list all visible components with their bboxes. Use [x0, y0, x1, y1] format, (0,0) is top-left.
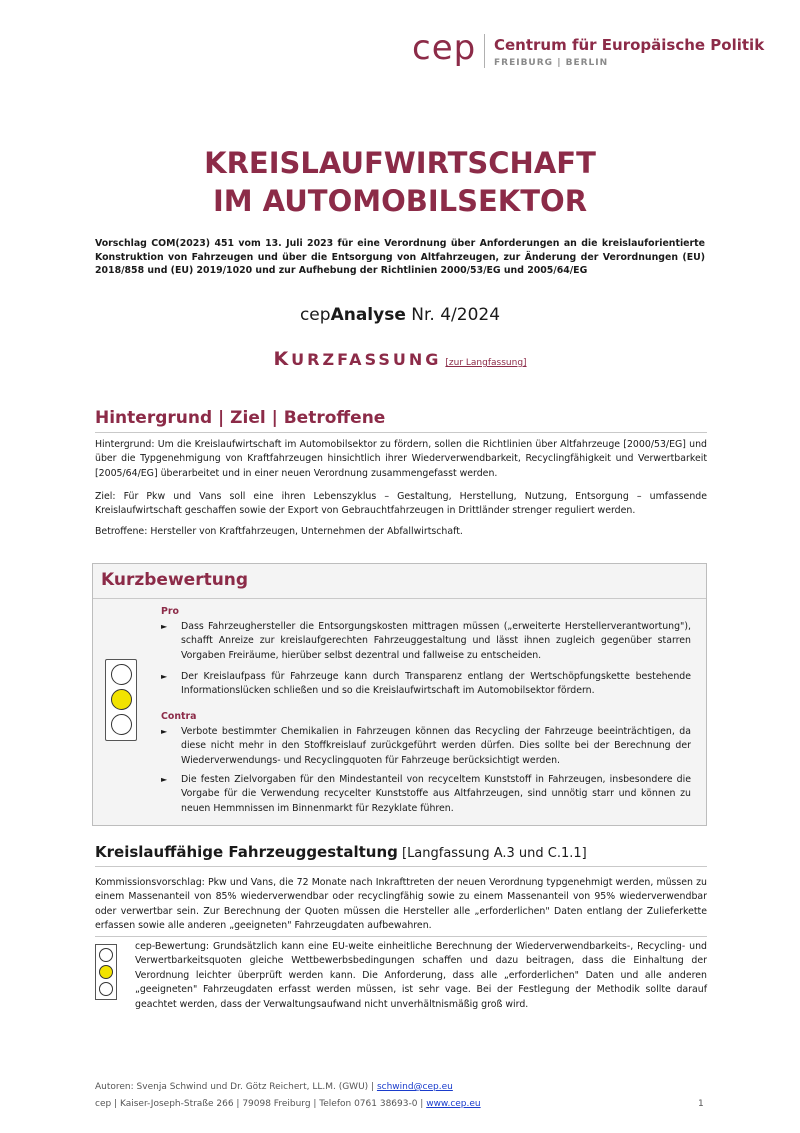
- traffic-light-middle-icon: [111, 689, 132, 710]
- contra-item: [161, 725, 691, 768]
- bullet-arrow-icon: ►: [161, 727, 168, 736]
- logo-name: Centrum für Europäische Politik: [494, 36, 765, 54]
- contra-item: [161, 773, 691, 816]
- divider: [95, 936, 707, 937]
- small-light-top-icon: [99, 948, 113, 962]
- kurzbewertung-heading: Kurzbewertung: [101, 570, 249, 590]
- box-divider: [93, 598, 706, 599]
- divider: [95, 866, 707, 867]
- affected-label: Betroffene:: [95, 526, 148, 537]
- kurz-rest: URZFASSUNG: [291, 350, 442, 369]
- section2-title: Kreislauffähige Fahrzeuggestaltung: [95, 843, 398, 861]
- background-text: Um die Kreislaufwirtschaft im Automobilsektor zu fördern, sollen die Richtlinien über Altfahrzeuge [2000/53/EG] und über die Typgenehmigung von Kraftfahrzeugen hinsichtlich ihrer Wiederverwendbarkeit, Recyclingfähigkeit und Verwertbarkeit [2005/64/EG] überarbeitet und in einer neuen Verordnung zusammengefasst werden.: [95, 439, 707, 479]
- bullet-arrow-icon: ►: [161, 672, 168, 681]
- pro-item-text: Der Kreislaufpass für Fahrzeuge kann durch Transparenz entlang der Wertschöpfungskette bestehende Informationslücken schließen und so die Kreislaufwirtschaft im Automobilsektor fördern.: [181, 671, 691, 697]
- kurz-first-letter: K: [273, 348, 292, 370]
- logo-city: FREIBURG | BERLIN: [494, 58, 609, 68]
- website-link[interactable]: www.cep.eu: [426, 1099, 481, 1109]
- cep-logo-mark: cep: [412, 28, 477, 68]
- contra-label: Contra: [161, 711, 197, 722]
- commission-label: Kommissionsvorschlag:: [95, 877, 205, 888]
- footer-authors: [95, 1082, 453, 1092]
- authors-text: Autoren: Svenja Schwind und Dr. Götz Reichert, LL.M. (GWU) |: [95, 1082, 377, 1092]
- cep-assessment-paragraph: [135, 940, 707, 1012]
- pro-item-text: Dass Fahrzeughersteller die Entsorgungskosten mittragen müssen („erweiterte Herstellerverantwortung"), schafft Anreize zur kreislaufgerechten Fahrzeuggestaltung und lässt ihnen zugleich gegenüber starren Vorgaben Freiräume, hierüber selbst dezentral und fallweise zu entscheiden.: [181, 621, 691, 661]
- background-paragraph: [95, 438, 707, 481]
- traffic-light-bottom-icon: [111, 714, 132, 735]
- traffic-light-top-icon: [111, 664, 132, 685]
- proposal-subtitle: Vorschlag COM(2023) 451 vom 13. Juli 2023 für eine Verordnung über Anforderungen an die kreislauforientierte Konstruktion von Fahrzeugen und über die Entsorgung von Altfahrzeugen, zur Änderung der Verordnungen (EU) 2018/858 und (EU) 2019/1020 und zur Aufhebung der Richtlinien 2000/53/EG und 2005/64/EG: [95, 238, 705, 277]
- kurzbewertung-box: [92, 563, 707, 826]
- address-text: cep | Kaiser-Joseph-Straße 266 | 79098 Freiburg | Telefon 0761 38693-0 |: [95, 1099, 427, 1109]
- langfassung-link[interactable]: [zur Langfassung]: [445, 358, 527, 368]
- page-number: 1: [698, 1099, 704, 1109]
- small-light-bottom-icon: [99, 982, 113, 996]
- section2-ref: [Langfassung A.3 und C.1.1]: [397, 846, 587, 861]
- divider: [95, 432, 707, 433]
- bullet-arrow-icon: ►: [161, 775, 168, 784]
- footer-address: [95, 1099, 481, 1109]
- section2-heading: [95, 843, 587, 861]
- analyse-number: [0, 305, 800, 325]
- document-title-line2: IM AUTOMOBILSEKTOR: [212, 184, 588, 218]
- affected-paragraph: [95, 525, 707, 539]
- commission-proposal-paragraph: [95, 876, 707, 934]
- background-label: Hintergrund:: [95, 439, 155, 450]
- contra-item-text: Die festen Zielvorgaben für den Mindestanteil von recyceltem Kunststoff in Fahrzeugen, insbesondere die Vorgabe für die Verwendung recycelter Kunststoffe aus Altfahrzeugen, sind unnötig starr und können zu neuen Hemmnissen im Binnenmarkt für Rezyklate führen.: [181, 774, 691, 814]
- pro-item: [161, 670, 691, 699]
- kurzfassung-heading: [0, 348, 800, 370]
- logo-divider: [484, 34, 485, 68]
- bullet-arrow-icon: ►: [161, 622, 168, 631]
- commission-text: Pkw und Vans, die 72 Monate nach Inkrafttreten der neuen Verordnung typgenehmigt werden, müssen zu einem Massenanteil von 85% wiederverwendbar oder recyclingfähig sowie zu einem Massenanteil von 95% wiederverwendbar oder verwertbar sein. Zur Berechnung der Quoten müssen die Hersteller alle „erforderlichen" Daten entlang der Zulieferkette erfassen sowie alle anderen „geeigneten" Fahrzeugdaten aufbewahren.: [95, 877, 707, 932]
- background-heading: Hintergrund | Ziel | Betroffene: [95, 408, 386, 428]
- affected-text: Hersteller von Kraftfahrzeugen, Unternehmen der Abfallwirtschaft.: [147, 526, 463, 537]
- small-light-middle-icon: [99, 965, 113, 979]
- analyse-prefix: cep: [299, 305, 331, 325]
- goal-label: Ziel:: [95, 491, 116, 502]
- contra-item-text: Verbote bestimmter Chemikalien in Fahrzeugen können das Recycling der Fahrzeuge beeinträchtigen, da diese nicht mehr in den Stoffkreislauf zurückgeführt werden dürfen. Dies sollte bei der Berechnung der Wiederverwendungs- und Recyclingquoten für Fahrzeuge berücksichtigt werden.: [181, 726, 691, 766]
- goal-paragraph: [95, 490, 707, 519]
- analyse-suffix: Nr. 4/2024: [405, 305, 501, 325]
- small-traffic-light-icon: [95, 944, 117, 1000]
- author-email-link[interactable]: schwind@cep.eu: [376, 1082, 453, 1092]
- cep-assessment-label: cep-Bewertung:: [135, 941, 210, 952]
- cep-assessment-text: Grundsätzlich kann eine EU-weite einheitliche Berechnung der Wiederverwendbarkeits-, Recycling- und Verwertbarkeitsquoten gleiche Wettbewerbsbedingungen schaffen und dazu beitragen, dass die Einhaltung der Verordnung leichter überprüft werden kann. Die Anforderung, dass alle „erforderlichen" Daten und alle anderen „geeigneten" Fahrzeugdaten erfasst werden müssen, ist sehr vage. Bei der Festlegung der Methodik sollte darauf geachtet werden, dass der Verwaltungsaufwand nicht unverhältnismäßig groß wird.: [135, 941, 707, 1010]
- analyse-bold: Analyse: [330, 305, 406, 325]
- pro-label: Pro: [161, 606, 179, 617]
- pro-item: [161, 620, 691, 663]
- document-title-line1: KREISLAUFWIRTSCHAFT: [204, 146, 596, 180]
- goal-text: Für Pkw und Vans soll eine ihren Lebenszyklus – Gestaltung, Herstellung, Nutzung, Entsorgung – umfassende Kreislaufwirtschaft geschaffen sowie der Export von Gebrauchtfahrzeugen in Drittländer strenger reguliert werden.: [95, 491, 707, 517]
- cep-logo: [412, 28, 765, 72]
- traffic-light-icon: [105, 659, 137, 741]
